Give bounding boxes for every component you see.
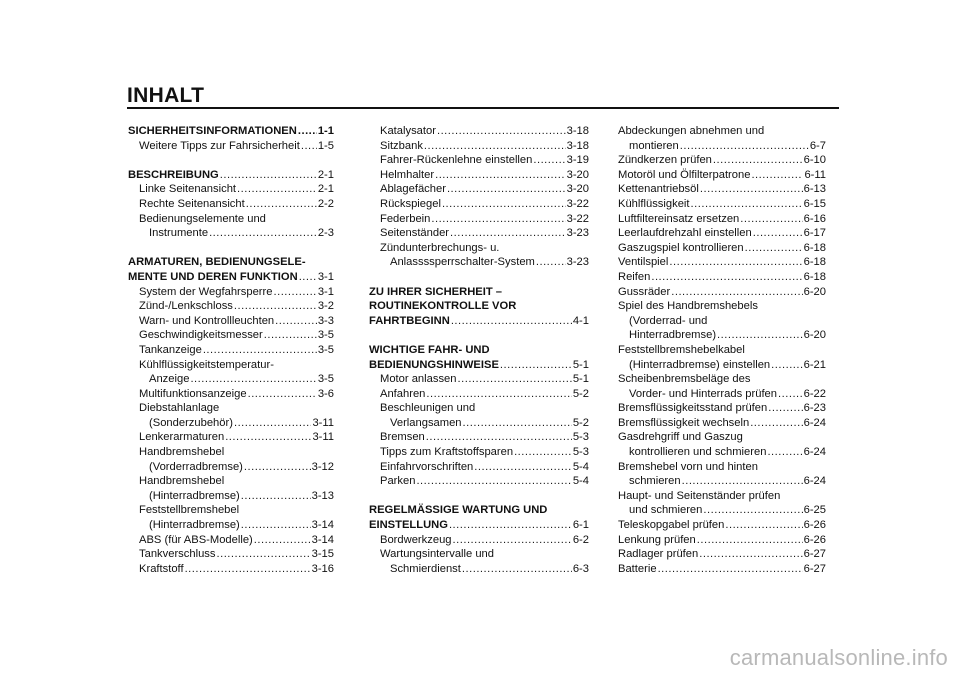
toc-entry[interactable]: Kettenantriebsöl ..... 6-13 (618, 182, 826, 197)
toc-heading-line: WICHTIGE FAHR- UND (369, 343, 490, 356)
toc-entry[interactable]: Anfahren ..... 5-2 (369, 387, 589, 402)
toc-entry[interactable]: Anzeige ..... 3-5 (128, 372, 334, 387)
toc-entry[interactable]: Sitzbank ..... 3-18 (369, 139, 589, 154)
toc-entry[interactable]: Motoröl und Ölfilterpatrone ..... 6-11 (618, 168, 826, 183)
toc-entry-line: Feststellbremshebelkabel (618, 343, 745, 356)
toc-entry-line: Bremshebel vorn und hinten (618, 460, 758, 473)
toc-entry[interactable]: Gussräder ..... 6-20 (618, 285, 826, 300)
toc-entry[interactable]: Bremsen ..... 5-3 (369, 430, 589, 445)
toc-entry[interactable]: Linke Seitenansicht ..... 2-1 (128, 182, 334, 197)
toc-entry[interactable]: EINSTELLUNG ..... 6-1 (369, 518, 589, 533)
toc-entry-line: Handbremshebel (139, 475, 225, 488)
toc-entry[interactable]: Ventilspiel ..... 6-18 (618, 255, 826, 270)
toc-entry[interactable]: BEDIENUNGSHINWEISE ..... 5-1 (369, 358, 589, 373)
page-title: INHALT (127, 84, 205, 107)
toc-entry[interactable]: Rückspiegel ..... 3-22 (369, 197, 589, 212)
toc-entry[interactable]: Lenkung prüfen ..... 6-26 (618, 533, 826, 548)
toc-entry[interactable]: Fahrer-Rückenlehne einstellen ..... 3-19 (369, 153, 589, 168)
toc-heading-line: ROUTINEKONTROLLE VOR (369, 300, 517, 313)
toc-heading-line: ZU IHRER SICHERHEIT – (369, 285, 503, 298)
toc-entry[interactable]: montieren ..... 6-7 (618, 139, 826, 154)
toc-entry[interactable]: kontrollieren und schmieren ..... 6-24 (618, 445, 826, 460)
toc-entry[interactable]: und schmieren ..... 6-25 (618, 503, 826, 518)
toc-entry[interactable]: Zünd-/Lenkschloss ..... 3-2 (128, 299, 334, 314)
toc-entry[interactable]: Verlangsamen ..... 5-2 (369, 416, 589, 431)
toc-column-3 (618, 124, 826, 576)
toc-entry[interactable]: Teleskopgabel prüfen ..... 6-26 (618, 518, 826, 533)
toc-entry-line: Bedienungselemente und (139, 212, 266, 225)
toc-heading-line: REGELMÄSSIGE WARTUNG UND (369, 504, 548, 517)
toc-entry[interactable]: BESCHREIBUNG ..... 2-1 (128, 168, 334, 183)
toc-entry[interactable]: Multifunktionsanzeige ..... 3-6 (128, 387, 334, 402)
toc-entry[interactable]: Luftfiltereinsatz ersetzen ..... 6-16 (618, 212, 826, 227)
toc-entry-line: Scheibenbremsbeläge des (618, 373, 751, 386)
toc-entry[interactable]: Gaszugspiel kontrollieren ..... 6-18 (618, 241, 826, 256)
toc-heading-line: ARMATUREN, BEDIENUNGSELE- (128, 256, 306, 269)
toc-entry[interactable]: Reifen ..... 6-18 (618, 270, 826, 285)
toc-entry[interactable]: Hinterradbremse) ..... 6-20 (618, 328, 826, 343)
toc-entry[interactable]: MENTE UND DEREN FUNKTION ..... 3-1 (128, 270, 334, 285)
toc-column-2 (369, 124, 589, 576)
toc-entry-line: Wartungsintervalle und (380, 548, 495, 561)
toc-entry[interactable]: Kühlflüssigkeit ..... 6-15 (618, 197, 826, 212)
toc-entry-line: (Vorderrad- und (629, 314, 708, 327)
toc-entry[interactable]: Helmhalter ..... 3-20 (369, 168, 589, 183)
toc-entry[interactable]: Vorder- und Hinterrads prüfen ..... 6-22 (618, 387, 826, 402)
toc-entry[interactable]: Radlager prüfen ..... 6-27 (618, 547, 826, 562)
toc-entry[interactable]: Leerlaufdrehzahl einstellen ..... 6-17 (618, 226, 826, 241)
toc-entry[interactable]: Seitenständer ..... 3-23 (369, 226, 589, 241)
toc-entry[interactable]: Warn- und Kontrollleuchten ..... 3-3 (128, 314, 334, 329)
toc-entry-line: Zündunterbrechungs- u. (380, 241, 500, 254)
toc-entry[interactable]: (Vorderradbremse) ..... 3-12 (128, 460, 334, 475)
watermark: carmanualsonline.info (729, 645, 948, 670)
toc-entry[interactable]: Tankverschluss ..... 3-15 (128, 547, 334, 562)
toc-entry[interactable]: Einfahrvorschriften ..... 5-4 (369, 460, 589, 475)
toc-entry[interactable]: Geschwindigkeitsmesser ..... 3-5 (128, 328, 334, 343)
toc-entry[interactable]: (Hinterradbremse) einstellen ..... 6-21 (618, 358, 826, 373)
toc-entry[interactable]: ABS (für ABS-Modelle) ..... 3-14 (128, 533, 334, 548)
toc-entry-line: Handbremshebel (139, 446, 225, 459)
toc-entry-line: Feststellbremshebel (139, 504, 240, 517)
toc-column-1 (128, 124, 334, 576)
toc-entry-line: Abdeckungen abnehmen und (618, 125, 765, 137)
toc-entry-line: Diebstahlanlage (139, 402, 220, 415)
toc-entry[interactable]: Parken ..... 5-4 (369, 474, 589, 489)
toc-entry[interactable]: Instrumente ..... 2-3 (128, 226, 334, 241)
toc-entry-line: Beschleunigen und (380, 402, 476, 415)
toc-entry[interactable]: Anlassssperrschalter-System ..... 3-23 (369, 255, 589, 270)
toc-entry[interactable]: Federbein ..... 3-22 (369, 212, 589, 227)
toc-entry[interactable]: Bordwerkzeug ..... 6-2 (369, 533, 589, 548)
toc-entry[interactable]: Tipps zum Kraftstoffsparen ..... 5-3 (369, 445, 589, 460)
toc-entry[interactable]: Bremsflüssigkeit wechseln ..... 6-24 (618, 416, 826, 431)
toc-entry[interactable]: Batterie ..... 6-27 (618, 562, 826, 577)
toc-entry[interactable]: Rechte Seitenansicht ..... 2-2 (128, 197, 334, 212)
toc-entry[interactable]: Bremsflüssigkeitsstand prüfen ..... 6-23 (618, 401, 826, 416)
toc-entry[interactable]: Lenkerarmaturen ..... 3-11 (128, 430, 334, 445)
toc-entry-line: Kühlflüssigkeitstemperatur- (139, 358, 274, 371)
toc-entry-line: Gasdrehgriff und Gaszug (618, 431, 743, 444)
toc-entry[interactable]: (Hinterradbremse) ..... 3-13 (128, 489, 334, 504)
toc-entry[interactable]: Kraftstoff ..... 3-16 (128, 562, 334, 577)
toc-entry[interactable]: Katalysator ..... 3-18 (369, 124, 589, 139)
toc-entry[interactable]: (Hinterradbremse) ..... 3-14 (128, 518, 334, 533)
toc-entry[interactable]: Schmierdienst ..... 6-3 (369, 562, 589, 577)
toc-entry[interactable]: FAHRTBEGINN ..... 4-1 (369, 314, 589, 329)
toc-entry[interactable]: Tankanzeige ..... 3-5 (128, 343, 334, 358)
toc-entry[interactable]: (Sonderzubehör) ..... 3-11 (128, 416, 334, 431)
toc-entry[interactable]: Ablagefächer ..... 3-20 (369, 182, 589, 197)
toc-entry[interactable]: Zündkerzen prüfen ..... 6-10 (618, 153, 826, 168)
toc-entry-line: Haupt- und Seitenständer prüfen (618, 489, 781, 502)
toc-entry[interactable]: System der Wegfahrsperre ..... 3-1 (128, 285, 334, 300)
title-rule (127, 107, 839, 109)
toc-entry-line: Spiel des Handbremshebels (618, 300, 758, 313)
toc-entry[interactable]: Motor anlassen ..... 5-1 (369, 372, 589, 387)
toc-entry[interactable]: SICHERHEITSINFORMATIONEN ..... 1-1 (128, 124, 334, 139)
toc-entry[interactable]: Weitere Tipps zur Fahrsicherheit ..... 1-5 (128, 139, 334, 154)
toc-entry[interactable]: schmieren ..... 6-24 (618, 474, 826, 489)
